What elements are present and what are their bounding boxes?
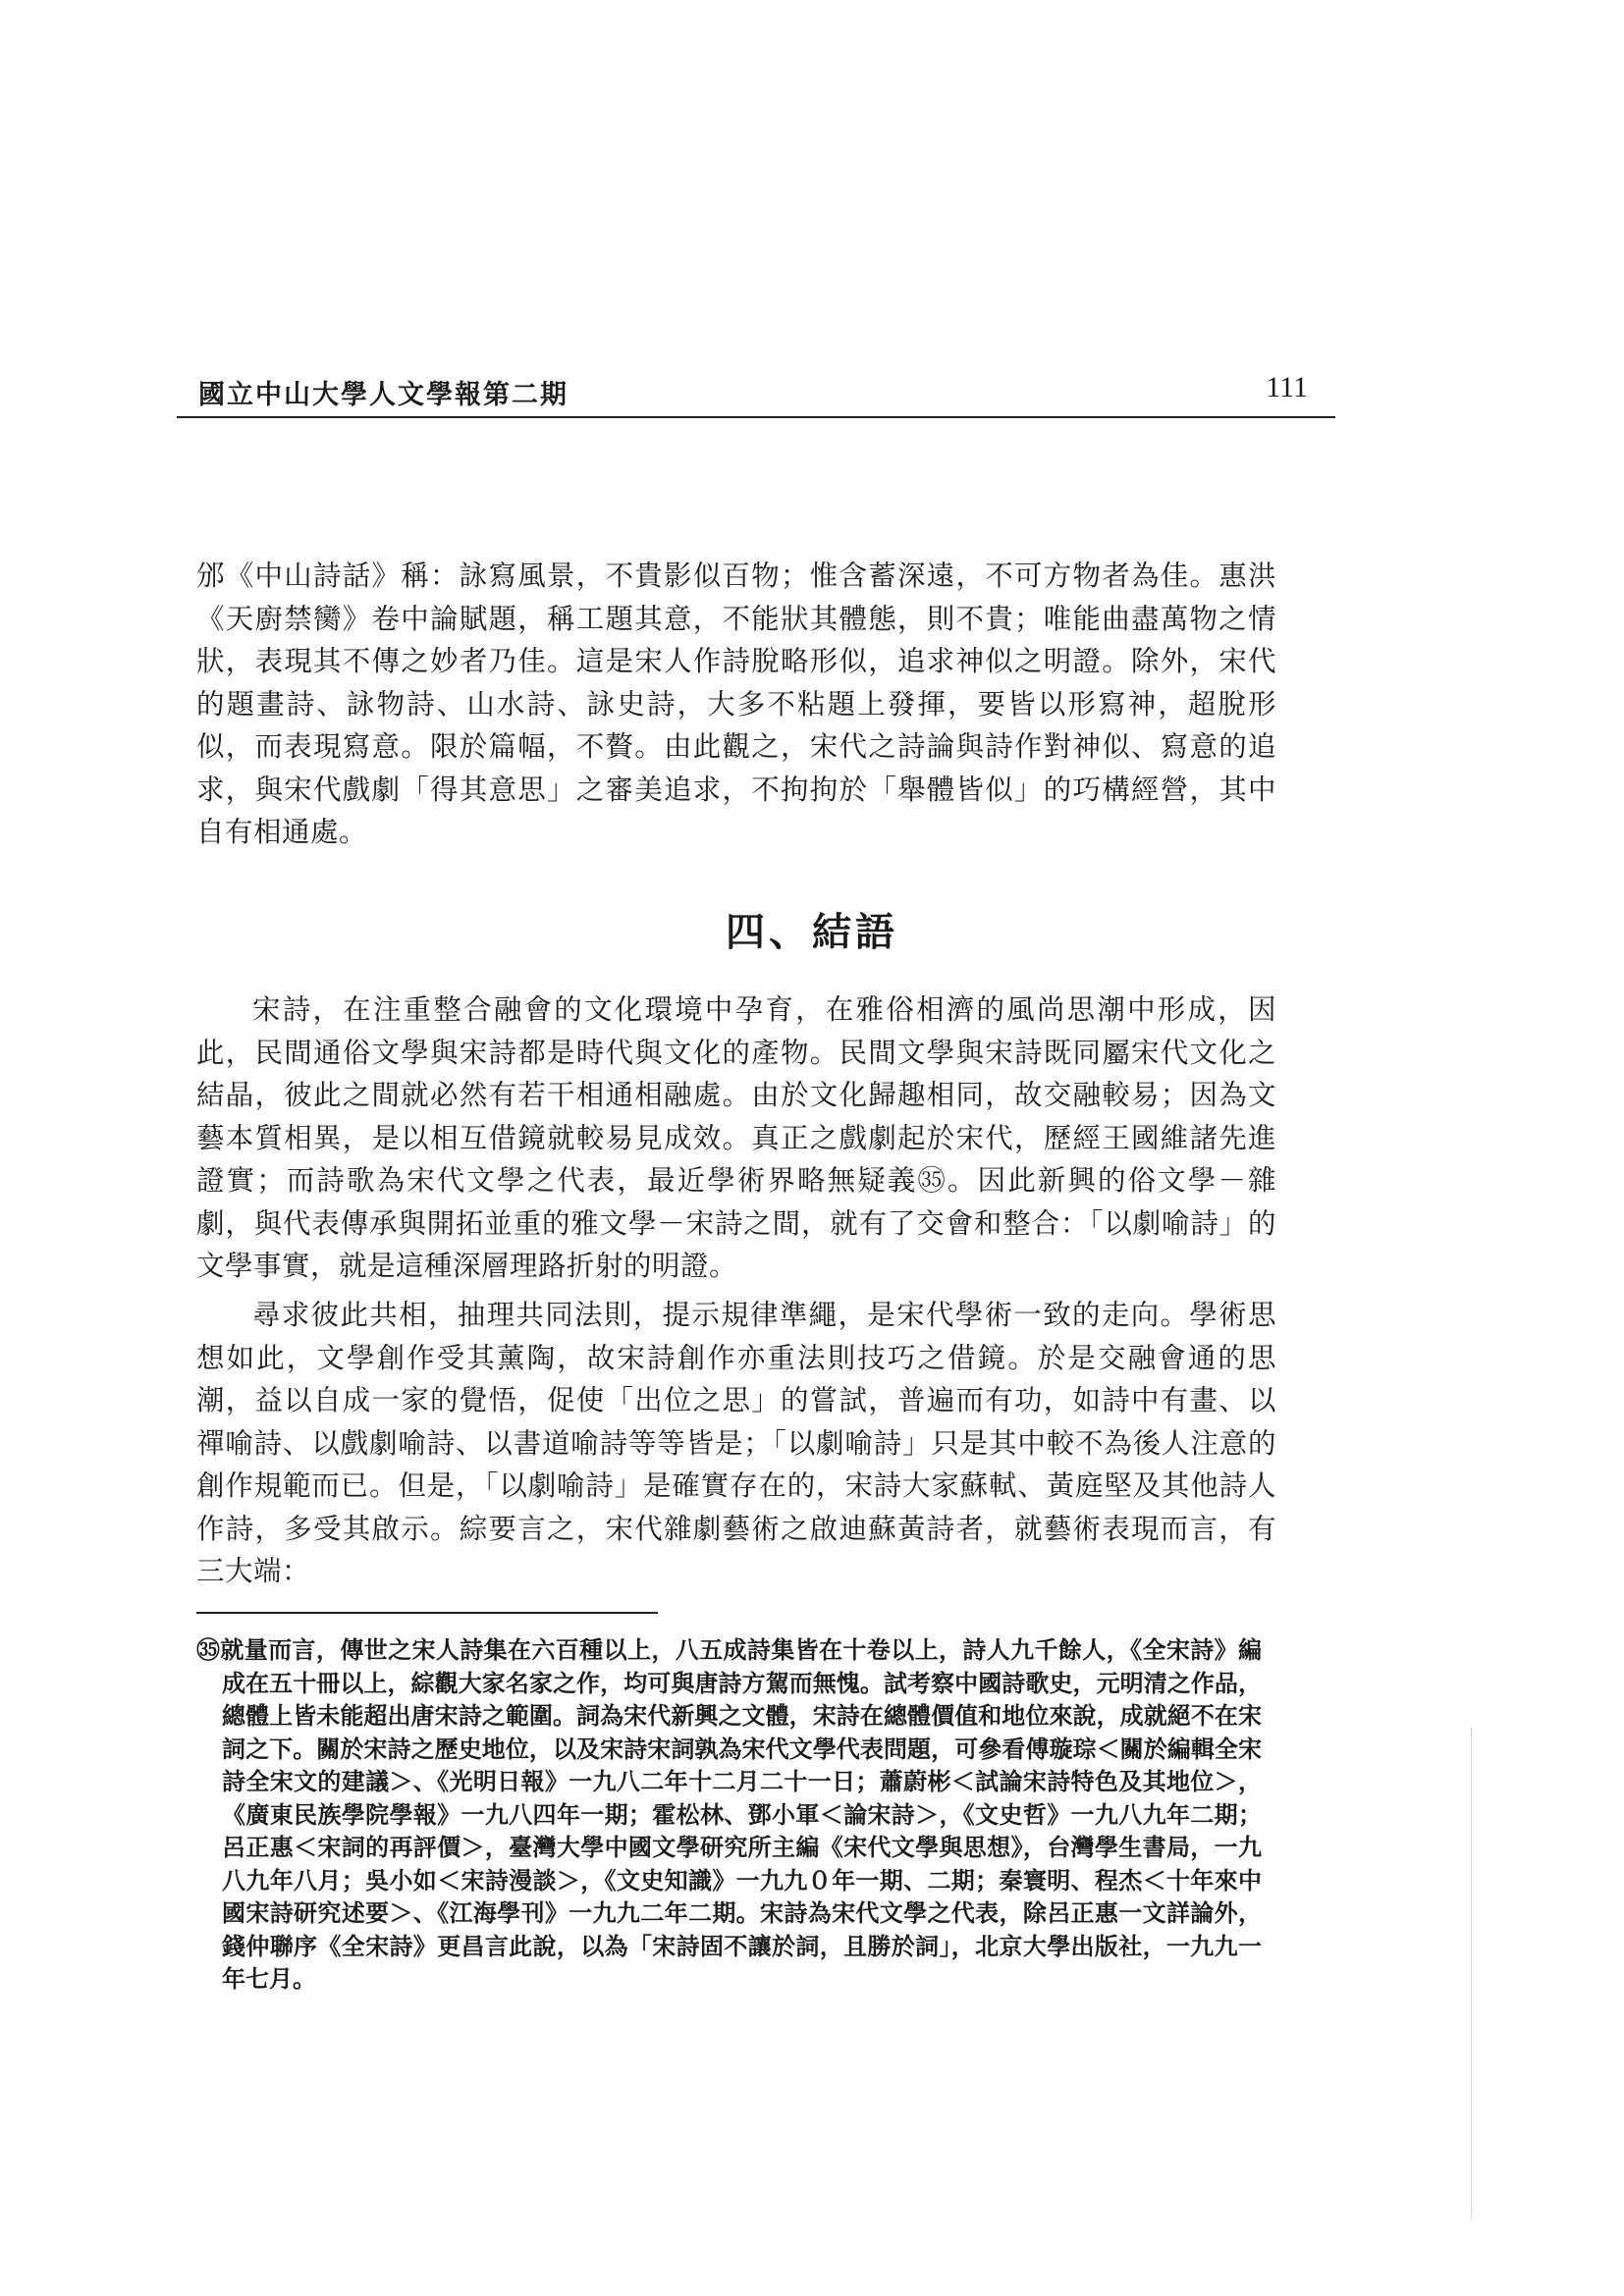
scan-edge-mark	[1471, 1728, 1472, 2218]
running-header	[177, 373, 1335, 416]
footnote-separator	[196, 1612, 658, 1614]
journal-title: 國立中山大學人文學報第二期	[198, 380, 568, 410]
body-paragraph-2: 宋詩，在注重整合融會的文化環境中孕育，在雅俗相濟的風尚思潮中形成，因此，民間通俗文學與宋詩都是時代與文化的產物。民間文學與宋詩既同屬宋代文化之結晶，彼此之間就必然有若干相通相融處。由於文化歸趣相同，故交融較易；因為文藝本質相異，是以相互借鏡就較易見成效。真正之戲劇起於宋代，歷經王國維諸先進證實；而詩歌為宋代文學之代表，最近學術界略無疑義㉟。因此新興的俗文學－雜劇，與代表傳承與開拓並重的雅文學－宋詩之間，就有了交會和整合：「以劇喻詩」的文學事實，就是這種深層理路折射的明證。	[196, 993, 1276, 1282]
footnote-35: ㉟就量而言，傳世之宋人詩集在六百種以上，八五成詩集皆在十卷以上，詩人九千餘人，《全宋詩》編成在五十冊以上，綜觀大家名家之作，均可與唐詩方駕而無愧。試考察中國詩歌史，元明清之作品，總體上皆未能超出唐宋詩之範圍。詞為宋代新興之文體，宋詩在總體價值和地位來說，成就絕不在宋詞之下。關於宋詩之歷史地位，以及宋詩宋詞孰為宋代文學代表問題，可參看傅璇琮＜關於編輯全宋詩全宋文的建議＞、《光明日報》一九八二年十二月二十一日；蕭蔚彬＜試論宋詩特色及其地位＞，《廣東民族學院學報》一九八四年一期；霍松林、鄧小軍＜論宋詩＞，《文史哲》一九八九年二期；呂正惠＜宋詞的再評價＞，臺灣大學中國文學研究所主編《宋代文學與思想》，台灣學生書局，一九八九年八月；吳小如＜宋詩漫談＞，《文史知識》一九九０年一期、二期；秦寰明、程杰＜十年來中國宋詩研究述要＞、《江海學刊》一九九二年二期。宋詩為宋代文學之代表，除呂正惠一文詳論外，錢仲聯序《全宋詩》更昌言此說，以為「宋詩固不讓於詞，且勝於詞」，北京大學出版社，一九九一年七月。	[196, 1635, 1262, 1993]
header-rule	[177, 416, 1335, 418]
section-heading: 四、結語	[726, 909, 898, 955]
body-paragraph-3: 尋求彼此共相，抽理共同法則，提示規律準繩，是宋代學術一致的走向。學術思想如此，文學創作受其薰陶，故宋詩創作亦重法則技巧之借鏡。於是交融會通的思潮，益以自成一家的覺悟，促使「出位之思」的嘗試，普遍而有功，如詩中有畫、以禪喻詩、以戲劇喻詩、以書道喻詩等等皆是；「以劇喻詩」只是其中較不為後人注意的創作規範而已。但是，「以劇喻詩」是確實存在的，宋詩大家蘇軾、黃庭堅及其他詩人作詩，多受其啟示。綜要言之，宋代雜劇藝術之啟迪蘇黃詩者，就藝術表現而言，有三大端：	[196, 1299, 1276, 1587]
page-number: 111	[1266, 371, 1308, 403]
body-paragraph-1: 邠《中山詩話》稱：詠寫風景，不貴影似百物；惟含蓄深遠，不可方物者為佳。惠洪《天廚禁臠》卷中論賦題，稱工題其意，不能狀其體態，則不貴；唯能曲盡萬物之情狀，表現其不傳之妙者乃佳。這是宋人作詩脫略形似，追求神似之明證。除外，宋代的題畫詩、詠物詩、山水詩、詠史詩，大多不粘題上發揮，要皆以形寫神，超脫形似，而表現寫意。限於篇幅，不贅。由此觀之，宋代之詩論與詩作對神似、寫意的追求，與宋代戲劇「得其意思」之審美追求，不拘拘於「舉體皆似」的巧構經營，其中自有相通處。	[196, 560, 1276, 848]
